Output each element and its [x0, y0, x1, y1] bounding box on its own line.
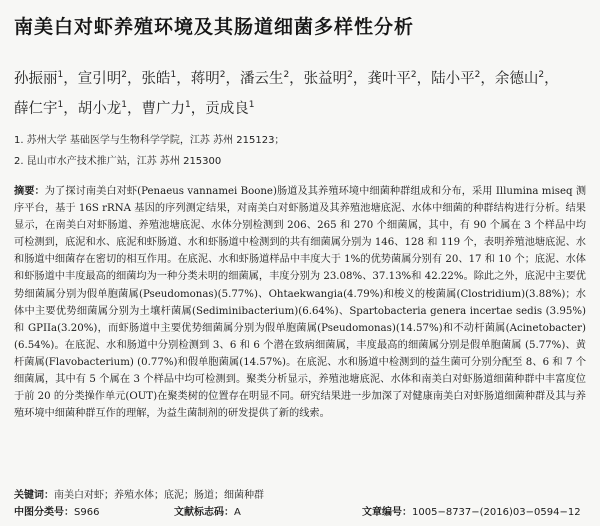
author-name: 余德山 — [494, 71, 539, 87]
author-name: 薛仁宇 — [14, 101, 58, 117]
author-affiliation-mark: 2 — [121, 70, 127, 80]
affiliations — [14, 130, 594, 172]
clc-number — [14, 504, 100, 522]
author-name: 胡小龙 — [77, 101, 122, 117]
author — [191, 71, 226, 87]
clc-label: 中图分类号： — [14, 507, 74, 518]
author — [367, 71, 416, 87]
doc-code — [174, 504, 241, 522]
keywords-text: 南美白对虾；养殖水体；底泥；肠道；细菌种群 — [54, 490, 264, 501]
author — [141, 101, 190, 117]
abstract-label: 摘要： — [14, 186, 45, 197]
author — [205, 101, 254, 117]
author-affiliation-mark: 2 — [283, 70, 290, 80]
author-list: 孙振丽$^1$，宣引明$^2$，张皓$^1$，蒋明$^2$，潘云生$^2$，张益明$^2$，龚叶平$^2$，陆小平$^2$，余德山$^2$，薛仁宇$^1$，胡小龙$^1$，曹广力$^1$，贡成良$^1$ — [14, 70, 559, 117]
author-affiliation-mark: 1 — [184, 100, 191, 110]
author — [304, 71, 353, 87]
author — [14, 101, 63, 117]
author-name: 张益明 — [303, 71, 348, 87]
author-name: 张皓 — [141, 71, 171, 87]
author-name: 宣引明 — [77, 71, 122, 87]
author-name: 孙振丽 — [14, 71, 58, 87]
author-affiliation-mark: 2 — [538, 70, 545, 80]
author-name: 蒋明 — [190, 71, 220, 87]
author-affiliation-mark: 2 — [410, 70, 417, 80]
paper-title: 南美白对虾养殖环境及其肠道细菌多样性分析 — [14, 16, 415, 38]
affiliation-2: 2. 昆山市水产技术推广站，江苏 苏州 215300 — [14, 156, 222, 167]
art-label: 文章编号： — [362, 507, 412, 518]
author-affiliation-mark: 2 — [347, 70, 353, 80]
author — [78, 71, 127, 87]
author — [495, 71, 544, 87]
author-name: 潘云生 — [239, 71, 284, 87]
author-affiliation-mark: 2 — [219, 70, 226, 80]
author — [78, 101, 127, 117]
doc-label: 文献标志码： — [174, 507, 234, 518]
author — [14, 71, 63, 87]
clc-value: S966 — [74, 507, 100, 518]
author-name: 曹广力 — [141, 101, 185, 117]
abstract — [14, 183, 586, 422]
keywords — [14, 487, 594, 505]
article-meta — [14, 504, 594, 522]
keywords-label: 关键词： — [14, 490, 54, 501]
author-name: 贡成良 — [205, 101, 249, 117]
author-affiliation-mark: 1 — [57, 70, 64, 80]
author-affiliation-mark: 1 — [248, 100, 255, 110]
author-affiliation-mark: 2 — [474, 70, 481, 80]
author-affiliation-mark: 1 — [121, 100, 127, 110]
abstract-text: 为了探讨南美白对虾(Penaeus vannamei Boone)肠道及其养殖环境中细菌种群组成和分布，采用 Illumina miseq 测序平台，基于 16S rRNA 基因的序列测定结果，对南美白对虾肠道及其养殖池塘底泥、水体中细菌的种群结构进行分析。结果显示，在南美白对虾肠道、养殖池塘底泥、水体分别检测到 206、265 和 270 个细菌属，其中，有 90 个属在 3 个样品中均可检测到，底泥和水、底泥和虾肠道、水和虾肠道中检测到的共有细菌属分别为 146、128 和 119 个，表明养殖池塘底泥、水和肠道中细菌存在密切的相互作用。在底泥、水和虾肠道样品中丰度大于 1%的优势菌属分别有 20、17 和 10 个；底泥、水体和虾肠道中丰度最高的细菌均为一种分类未明的细菌属，丰度分别为 23.08%、37.13%和 42.22%。除此之外，底泥中主要优势细菌属分别为假单胞菌属(Pseudomonas)(5.77%)、Ohtaekwangia(4.79%)和梭义的梭菌属(Clostridium)(3.88%)；水体中主要优势细菌属分别为土壤杆菌属(Sediminibacterium)(6.64%)、Spartobacteria genera incertae sedis (3.95%)和 GPIIa(3.20%)，而虾肠道中主要优势细菌属分别为假单胞菌属(Pseudomonas)(14.57%)和不动杆菌属(Acinetobacter)(6.54%)。在底泥、水和肠道中分别检测到 3、6 和 6 个潜在致病细菌属，丰度最高的细菌属分别是假单胞菌属 (5.77%)、黄杆菌属(Flavobacterium) (0.77%)和假单胞菌属(14.57%)。在底泥、水和肠道中检测到的益生菌可分别分配至 8、6 和 7 个细菌属，其中有 5 个属在 3 个样品中均可检测到。聚类分析显示，养殖池塘底泥、水体和南美白对虾肠道细菌种群中丰富度位于前 20 的分类操作单元(OUT)在聚类树的位置存在明显不同。研究结果进一步加深了对健康南美白对虾肠道细菌种群及其与养殖环境中细菌种群互作的理解，为益生菌制剂的研发提供了新的线索。 — [14, 186, 587, 420]
author — [240, 71, 289, 87]
art-value: 1005−8737−(2016)03−0594−12 — [412, 507, 581, 518]
doc-value: A — [234, 507, 241, 518]
article-number — [362, 504, 581, 522]
author — [141, 71, 176, 87]
author — [431, 71, 480, 87]
affiliation-1: 1. 苏州大学 基础医学与生物科学学院，江苏 苏州 215123； — [14, 135, 285, 146]
author-affiliation-mark: 1 — [170, 70, 177, 80]
author-name: 陆小平 — [431, 71, 475, 87]
author-affiliation-mark: 1 — [57, 100, 64, 110]
author-name: 龚叶平 — [367, 71, 411, 87]
